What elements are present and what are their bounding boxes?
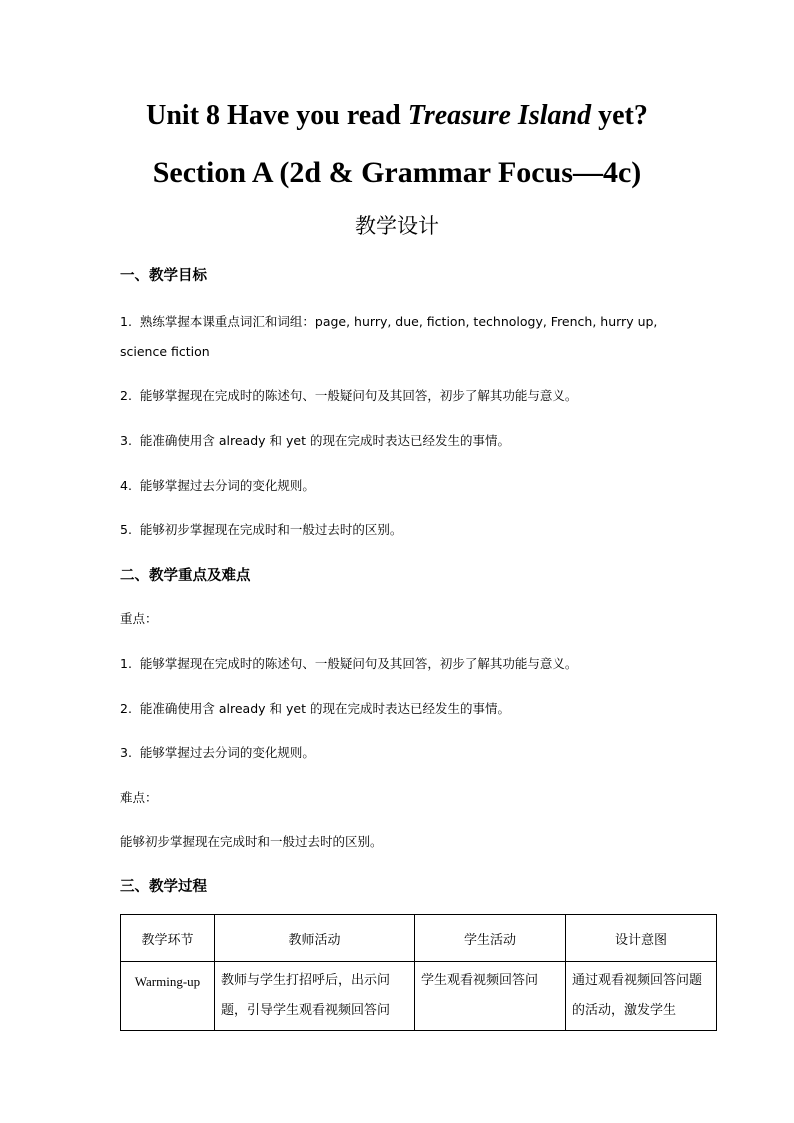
difficulty-text: 能够初步掌握现在完成时和一般过去时的区别。 xyxy=(120,834,383,849)
objective-item: 1. 熟练掌握本课重点词汇和词组：page, hurry, due, fiction, technology, French, hurry up, xyxy=(120,314,658,329)
table-header-row xyxy=(121,915,717,962)
objective-item: 4. 能够掌握过去分词的变化规则。 xyxy=(120,478,315,493)
header-cell-stage: 教学环节 xyxy=(121,915,215,962)
document-type: 教学设计 xyxy=(355,214,439,238)
cell-student-activity: 学生观看视频回答问 xyxy=(415,962,566,1031)
key-point-item: 1. 能够掌握现在完成时的陈述句、一般疑问句及其回答，初步了解其功能与意义。 xyxy=(120,656,578,671)
key-points-label: 重点： xyxy=(120,611,158,626)
header-cell-purpose: 设计意图 xyxy=(566,915,717,962)
objective-item: 2. 能够掌握现在完成时的陈述句、一般疑问句及其回答，初步了解其功能与意义。 xyxy=(120,388,578,403)
table-row xyxy=(121,962,717,1031)
section-heading-process: 三、教学过程 xyxy=(120,879,207,895)
objective-item-continuation: science fiction xyxy=(120,344,210,359)
header-cell-teacher: 教师活动 xyxy=(215,915,415,962)
section-heading-key-points: 二、教学重点及难点 xyxy=(120,568,251,584)
cell-teacher-activity: 教师与学生打招呼后，出示问题，引导学生观看视频回答问 xyxy=(215,962,415,1031)
title-book-name: Treasure Island xyxy=(407,100,592,131)
objective-item: 3. 能准确使用含 already 和 yet 的现在完成时表达已经发生的事情。 xyxy=(120,433,510,448)
cell-stage: Warming-up xyxy=(121,962,215,1031)
title-prefix: Unit 8 Have you read xyxy=(146,100,408,131)
header-cell-student: 学生活动 xyxy=(415,915,566,962)
unit-title xyxy=(0,96,794,136)
difficulty-label: 难点： xyxy=(120,790,158,805)
key-point-item: 2. 能准确使用含 already 和 yet 的现在完成时表达已经发生的事情。 xyxy=(120,701,510,716)
section-subtitle: Section A (2d & Grammar Focus—4c) xyxy=(152,156,642,189)
cell-design-purpose: 通过观看视频回答问题的活动，激发学生 xyxy=(566,962,717,1031)
title-suffix: yet? xyxy=(591,100,648,131)
objective-item: 5. 能够初步掌握现在完成时和一般过去时的区别。 xyxy=(120,522,403,537)
teaching-process-table xyxy=(120,914,717,1031)
section-heading-objectives: 一、教学目标 xyxy=(120,268,207,284)
key-point-item: 3. 能够掌握过去分词的变化规则。 xyxy=(120,745,315,760)
